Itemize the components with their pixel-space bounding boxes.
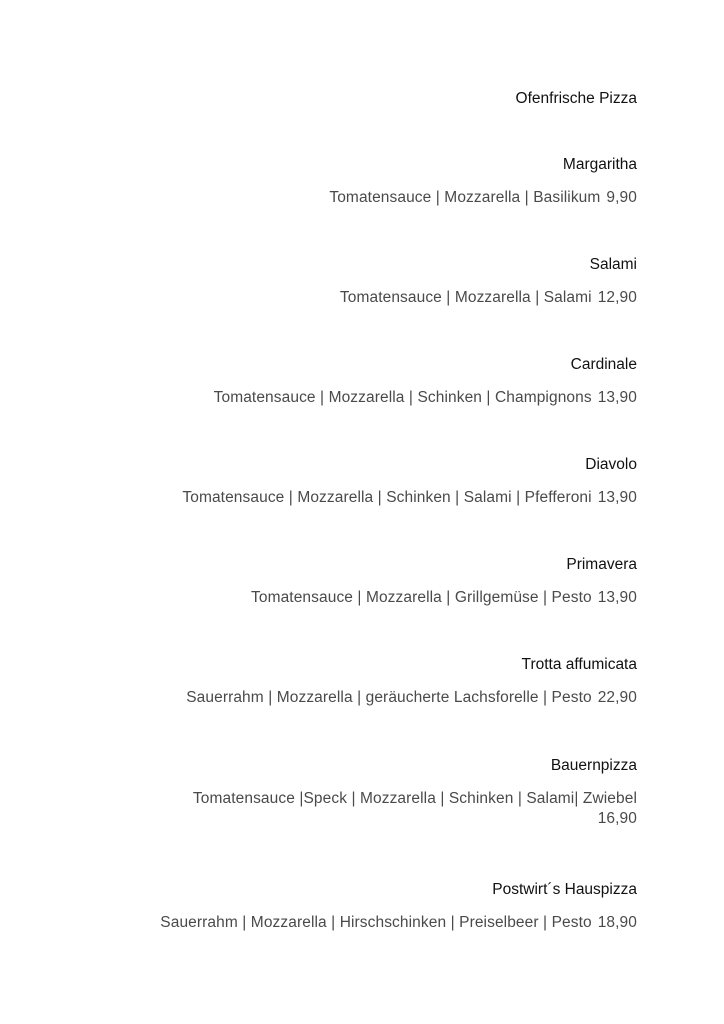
pizza-description (251, 589, 637, 607)
price: 9,90 (606, 189, 637, 206)
ingredients: Tomatensauce | Mozzarella | Basilikum (329, 189, 601, 206)
pizza-description (214, 389, 637, 407)
pizza-description (160, 914, 637, 932)
pizza-name: Margaritha (562, 156, 637, 173)
price: 22,90 (597, 689, 637, 706)
ingredients: Sauerrahm | Mozzarella | geräucherte Lachsforelle | Pesto (186, 689, 592, 706)
price: 12,90 (597, 289, 637, 306)
pizza-description (329, 189, 637, 207)
section-title: Ofenfrische Pizza (515, 90, 637, 107)
price: 13,90 (597, 589, 637, 606)
pizza-name: Bauernpizza (550, 757, 637, 774)
pizza-description (340, 289, 637, 307)
ingredients: Tomatensauce | Mozzarella | Salami (339, 289, 592, 306)
pizza-description (182, 489, 637, 507)
pizza-name: Cardinale (570, 356, 637, 373)
price: 18,90 (597, 914, 637, 931)
pizza-name: Postwirt´s Hauspizza (492, 881, 637, 898)
pizza-description (193, 790, 637, 828)
pizza-description (186, 689, 637, 707)
ingredients: Sauerrahm | Mozzarella | Hirschschinken | Preiselbeer | Pesto (160, 914, 592, 931)
pizza-name: Salami (589, 256, 637, 273)
price: 16,90 (597, 810, 637, 827)
ingredients: Tomatensauce | Mozzarella | Grillgemüse | Pesto (251, 589, 592, 606)
price: 13,90 (597, 489, 637, 506)
ingredients: Tomatensauce | Mozzarella | Schinken | Salami | Pfefferoni (182, 489, 592, 506)
ingredients: Tomatensauce |Speck | Mozzarella | Schinken | Salami| Zwiebel (192, 790, 637, 807)
ingredients: Tomatensauce | Mozzarella | Schinken | Champignons (213, 389, 592, 406)
pizza-name: Primavera (566, 556, 637, 573)
pizza-name: Diavolo (585, 456, 637, 473)
pizza-name: Trotta affumicata (521, 656, 637, 673)
price: 13,90 (597, 389, 637, 406)
